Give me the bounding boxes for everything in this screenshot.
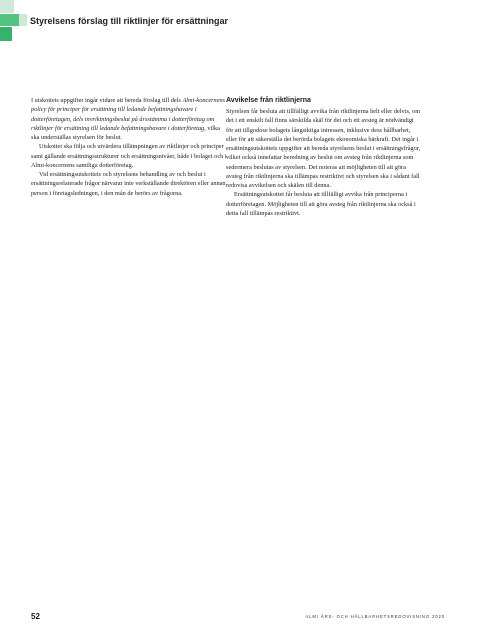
paragraph: Styrelsen får besluta att tillfälligt avvika från riktlinjerna helt eller delvis, om det i ett enskilt fall finns särskilda skäl för det och ett avsteg är nödvändigt för att tillgodose bolagets långsiktiga intressen, inklusive dess hållbarhet, eller för att säkerställa det berörda bolagets ekonomiska bärkraft. Det ingår i ersättningsutskottets uppgifter att bereda styrelsens beslut i ersättningsfrågor, vilket också innefattar beredning av beslut om avsteg från riktlinjerna som sedermera beslutas av styrelsen. Det noteras att möjligheten till att göra avsteg från riktlinjerna ska tillämpas restriktivt och styrelsen ska i sådant fall redovisa avvikelsen och skälen till denna. <box>226 108 421 189</box>
section-heading: Avvikelse från riktlinjerna <box>226 97 311 104</box>
paragraph: Utskottet ska följa och utvärdera tillämpningen av riktlinjer och principer samt gällande ersättningsstrukturer och ersättningsnivåer, både i bolaget och i Almi-koncernens samtliga dotterföretag. <box>31 143 227 169</box>
page-title: Styrelsens förslag till riktlinjer för ersättningar <box>30 16 229 26</box>
page-number: 52 <box>31 612 40 621</box>
right-column <box>226 96 422 218</box>
left-column <box>31 96 227 198</box>
section-tab-marker <box>0 0 30 41</box>
footer-publication-title: ALMI ÅRS- OCH HÅLLBARHETSREDOVISNING 2020 <box>305 614 445 619</box>
paragraph: Vid ersättningsutskottets och styrelsens behandling av och beslut i ersättningsrelaterade frågor närvarar inte verkställande direktören eller annan person i företagsledningen, i den mån de berörs av frågorna. <box>31 171 226 197</box>
paragraph: I utskottets uppgifter ingår vidare att bereda förslag till dels Almi-koncernens policy för principer för ersättning till ledande befattningshavare i dotterföretagen, dels invriktningsbeslut på årsstämma i dotterföretag om riktlinjer för ersättning till ledande befattningshavare i dotterföretag, vilka ska underställas styrelsen för beslut. <box>31 97 226 141</box>
paragraph: Ersättningsutskottet får besluta att tillfälligt avvika från principerna i dotterföretagen. Möjligheten till att göra avsteg från riktlinjerna ska också i detta fall tillämpas restriktivt. <box>226 191 416 217</box>
